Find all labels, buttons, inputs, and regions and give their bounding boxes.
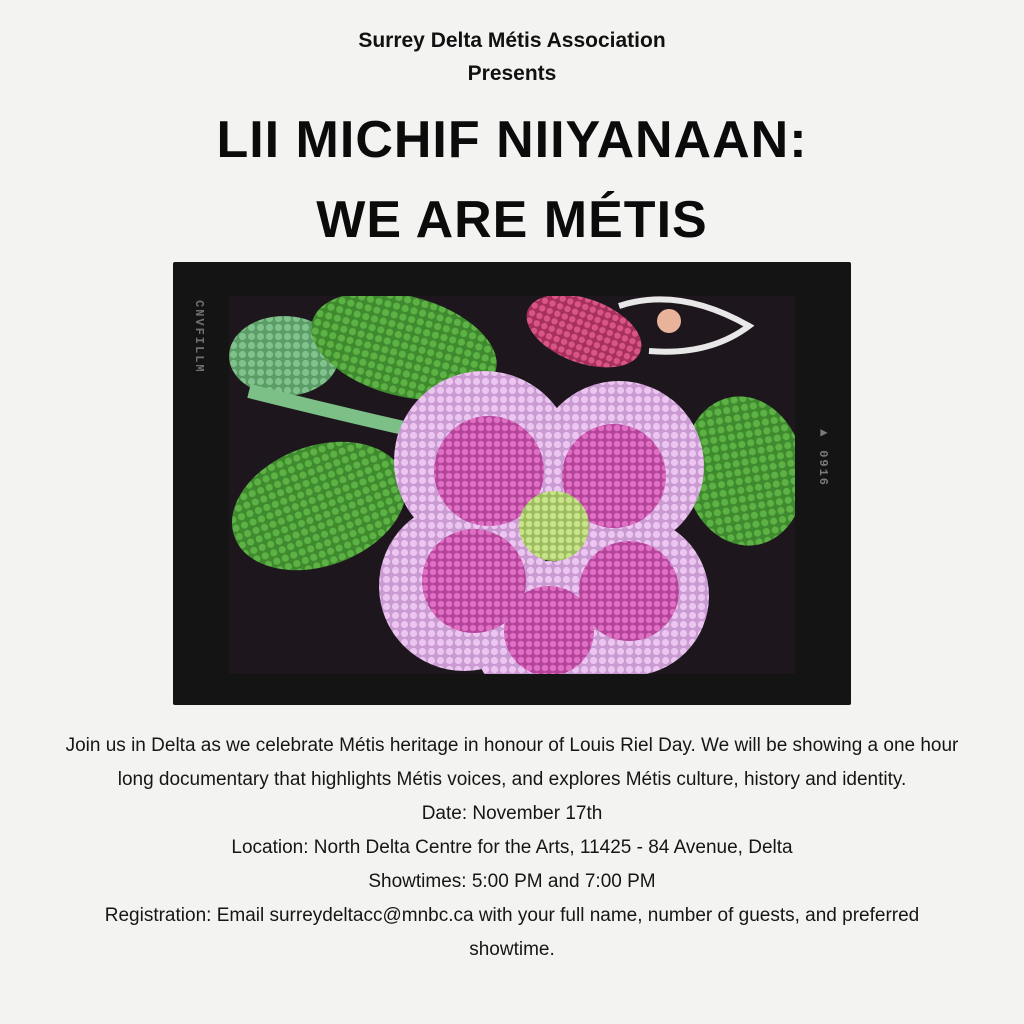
- event-title: [0, 100, 1024, 260]
- film-brand-label: CNVFILLM: [192, 300, 206, 374]
- event-date: Date: November 17th: [421, 803, 603, 824]
- title-line-2: WE ARE MÉTIS: [316, 191, 708, 249]
- event-showtimes: Showtimes: 5:00 PM and 7:00 PM: [368, 871, 656, 892]
- flower-center: [519, 491, 589, 561]
- event-details: [60, 729, 964, 967]
- event-location: Location: North Delta Centre for the Arts, 11425 - 84 Avenue, Delta: [231, 837, 793, 858]
- film-frame-number: ▶ 0916: [816, 425, 830, 488]
- title-line-1: LII MICHIF NIIYANAAN:: [216, 111, 808, 169]
- organization-header: [0, 24, 1024, 90]
- organization-name: Surrey Delta Métis Association: [358, 29, 666, 52]
- event-description: Join us in Delta as we celebrate Métis heritage in honour of Louis Riel Day. We will be showing a one hour long documentary that highlights Métis voices, and explores Métis culture, history and identity.: [65, 735, 959, 790]
- event-registration: Registration: Email surreydeltacc@mnbc.ca with your full name, number of guests, and preferred showtime.: [104, 905, 920, 960]
- presents-label: Presents: [467, 62, 557, 85]
- beaded-flower-photo: [229, 296, 795, 674]
